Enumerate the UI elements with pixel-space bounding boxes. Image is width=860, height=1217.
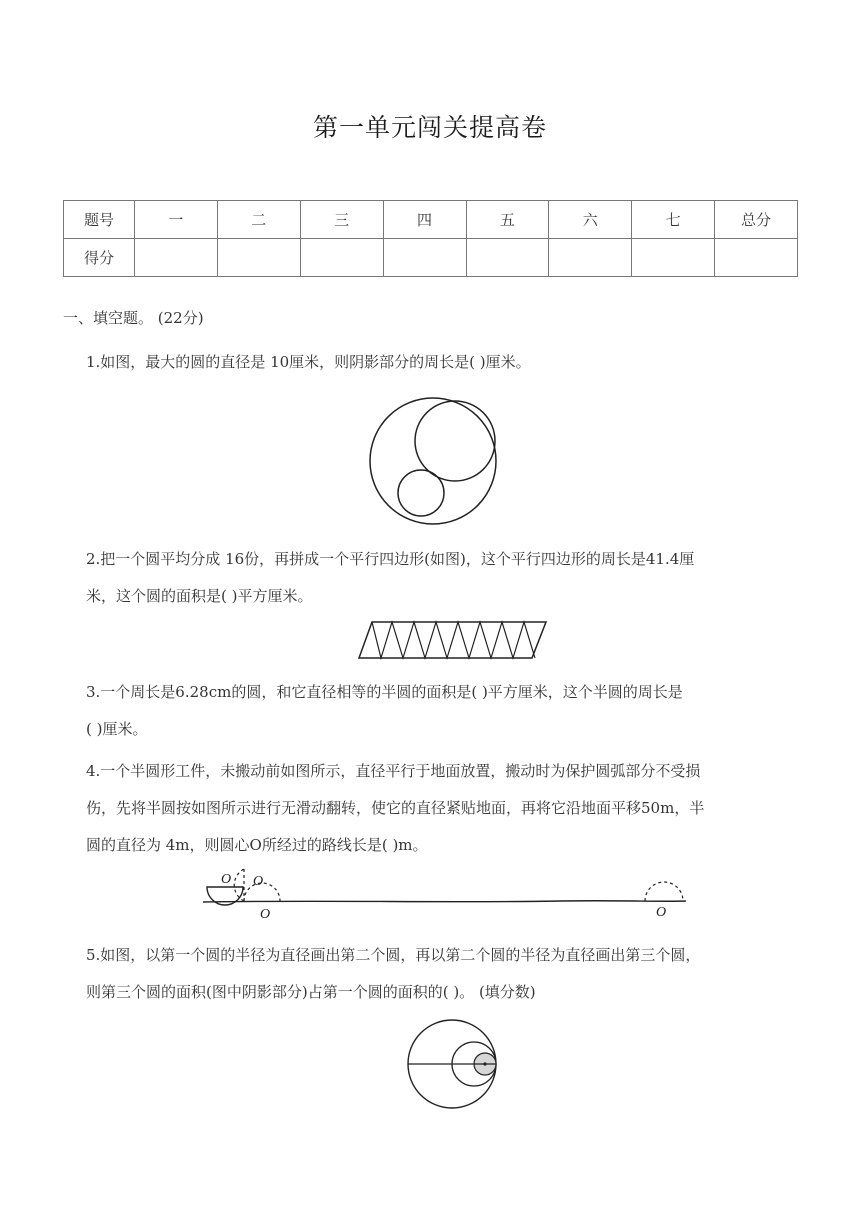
question-5-line-2: 则第三个圆的面积(图中阴影部分)占第一个圆的面积的( )。 (填分数) xyxy=(86,983,536,1001)
score-table-header-row xyxy=(64,201,798,239)
score-input-cell[interactable] xyxy=(632,239,715,277)
question-1-text: 1.如图，最大的圆的直径是 10厘米，则阴影部分的周长是( )厘米。 xyxy=(86,353,531,371)
page-title: 第一单元闯关提高卷 xyxy=(312,113,547,142)
q4-ground-line xyxy=(203,901,686,902)
q4-rolling-arc-1 xyxy=(234,869,244,901)
q1-small-circle xyxy=(398,470,444,516)
score-cell: 二 xyxy=(217,201,300,239)
q4-semicircle-roll-figure xyxy=(200,866,690,922)
question-4 xyxy=(86,753,806,864)
score-cell: 一 xyxy=(135,201,218,239)
section-heading: 一、填空题。 (22分) xyxy=(63,309,204,327)
q4-label-o-1: O xyxy=(221,872,232,887)
score-cell: 五 xyxy=(466,201,549,239)
question-4-line-1: 4.一个半圆形工件，未搬动前如图所示，直径平行于地面放置，搬动时为保护圆弧部分不受损 xyxy=(86,762,701,780)
q2-parallelogram-figure xyxy=(358,621,548,659)
q1-circles-figure xyxy=(378,395,488,527)
q5-center-dot xyxy=(483,1062,486,1065)
score-cell: 七 xyxy=(632,201,715,239)
score-table-score-row xyxy=(64,239,798,277)
score-row-label: 得分 xyxy=(64,239,135,277)
question-3-line-2: ( )厘米。 xyxy=(86,720,148,738)
question-2 xyxy=(86,541,806,615)
score-cell: 总分 xyxy=(715,201,798,239)
question-3 xyxy=(86,674,806,748)
score-cell: 四 xyxy=(383,201,466,239)
score-input-cell[interactable] xyxy=(466,239,549,277)
score-input-cell[interactable] xyxy=(383,239,466,277)
q1-medium-circle xyxy=(415,401,495,481)
q4-label-o-3: O xyxy=(260,907,271,922)
q1-large-circle xyxy=(370,398,496,524)
question-3-line-1: 3.一个周长是6.28cm的圆，和它直径相等的半圆的面积是( )平方厘米，这个半圆的周长是 xyxy=(86,683,683,701)
score-cell: 六 xyxy=(549,201,632,239)
score-input-cell[interactable] xyxy=(300,239,383,277)
score-table xyxy=(63,200,798,277)
question-2-line-2: 米，这个圆的面积是( )平方厘米。 xyxy=(86,587,313,605)
question-5 xyxy=(86,937,806,1011)
question-1 xyxy=(86,344,806,381)
question-4-line-2: 伤，先将半圆按如图所示进行无滑动翻转，使它的直径紧贴地面，再将它沿地面平移50m，半 xyxy=(86,799,705,817)
score-input-cell[interactable] xyxy=(135,239,218,277)
question-5-line-1: 5.如图，以第一个圆的半径为直径画出第二个圆，再以第二个圆的半径为直径画出第三个圆， xyxy=(86,946,701,964)
q4-label-o-2: O xyxy=(253,874,264,889)
score-cell: 题号 xyxy=(64,201,135,239)
q2-sector-zigzag xyxy=(372,622,535,658)
question-4-line-3: 圆的直径为 4m，则圆心O所经过的路线长是( )m。 xyxy=(86,836,428,854)
score-input-cell[interactable] xyxy=(549,239,632,277)
q4-final-semicircle xyxy=(645,882,683,901)
q4-label-o-4: O xyxy=(656,905,667,920)
score-input-cell[interactable] xyxy=(217,239,300,277)
score-cell: 三 xyxy=(300,201,383,239)
question-2-line-1: 2.把一个圆平均分成 16份，再拼成一个平行四边形(如图)，这个平行四边形的周长是41.4厘 xyxy=(86,550,695,568)
score-input-cell[interactable] xyxy=(715,239,798,277)
q5-nested-circles-figure xyxy=(405,1018,499,1112)
